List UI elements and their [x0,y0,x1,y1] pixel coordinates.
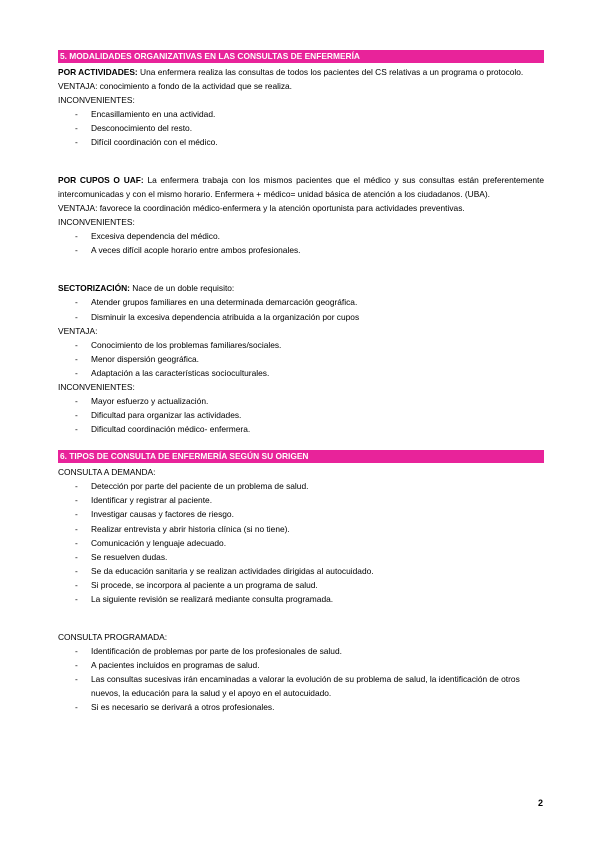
list-item: - Encasillamiento en una actividad. [58,107,544,121]
cupos-text: La enfermera trabaja con los mismos pacientes que el médico y sus consultas están preferentemente intercomunicadas y con el mismo horario. Enfermera + médico= unidad básica de atención a los ciudadanos. (UBA). [58,175,544,200]
list-item: - Dificultad para organizar las actividades. [58,408,544,422]
spacer [58,606,544,620]
list-item: - Las consultas sucesivas irán encaminadas a valorar la evolución de su problema de salud, la identificación de otros nuevos, la educación para la salud y el apoyo en el autocuidado. [58,672,544,700]
spacer [58,271,544,281]
spacer [58,620,544,630]
list-item: - Dificultad coordinación médico- enfermera. [58,422,544,436]
list-item: - Identificación de problemas por parte de los profesionales de salud. [58,644,544,658]
actividades-inconvenientes-list [58,107,544,149]
sectorizacion-ventajas-list [58,338,544,380]
sectorizacion-ventaja-label: VENTAJA: [58,325,98,336]
list-item: - Menor dispersión geográfica. [58,352,544,366]
cupos-inconvenientes-list [58,229,544,257]
list-item: - Realizar entrevista y abrir historia clínica (si no tiene). [58,522,544,536]
actividades-inconvenientes-label: INCONVENIENTES: [58,95,135,105]
spacer [58,257,544,271]
demanda-list [58,479,544,606]
programada-label: CONSULTA PROGRAMADA: [58,632,168,643]
list-item: - La siguiente revisión se realizará mediante consulta programada. [58,592,544,606]
section-5-heading: 5. MODALIDADES ORGANIZATIVAS EN LAS CONSULTAS DE ENFERMERÍA [58,50,544,63]
list-item: - Adaptación a las características socioculturales. [58,366,544,380]
list-item: - Si procede, se incorpora al paciente a un programa de salud. [58,578,544,592]
section-6-heading: 6. TIPOS DE CONSULTA DE ENFERMERÍA SEGÚN SU ORIGEN [58,450,544,463]
sectorizacion-text: Nace de un doble requisito: [129,283,235,294]
cupos-ventaja: VENTAJA: favorece la coordinación médico-enfermera y la atención oportunista para actividades preventivas. [58,203,465,214]
sectorizacion-inconvenientes-list [58,394,544,436]
spacer [58,163,544,173]
actividades-ventaja: VENTAJA: conocimiento a fondo de la actividad que se realiza. [58,81,293,91]
list-item: - Se da educación sanitaria y se realizan actividades dirigidas al autocuidado. [58,564,544,578]
document-page [58,50,544,715]
list-item: - Conocimiento de los problemas familiares/sociales. [58,338,544,352]
list-item: - A veces difícil acople horario entre ambos profesionales. [58,243,544,257]
list-item: - Atender grupos familiares en una determinada demarcación geográfica. [58,295,544,309]
sectorizacion-paragraph [58,281,544,295]
cupos-paragraph [58,173,544,201]
actividades-paragraph [58,65,544,79]
actividades-text: Una enfermera realiza las consultas de todos los pacientes del CS relativas a un programa o protocolo. [137,67,524,77]
list-item: - Difícil coordinación con el médico. [58,135,544,149]
list-item: - Investigar causas y factores de riesgo. [58,507,544,521]
actividades-label: POR ACTIVIDADES: [58,67,138,77]
list-item: - Si es necesario se derivará a otros profesionales. [58,700,544,714]
programada-list [58,644,544,714]
list-item: - Detección por parte del paciente de un problema de salud. [58,479,544,493]
list-item: - Comunicación y lenguaje adecuado. [58,536,544,550]
list-item: - Excesiva dependencia del médico. [58,229,544,243]
sectorizacion-inconvenientes-label: INCONVENIENTES: [58,381,135,392]
list-item: - Desconocimiento del resto. [58,121,544,135]
list-item: - Se resuelven dudas. [58,550,544,564]
spacer [58,149,544,163]
sectorizacion-label: SECTORIZACIÓN: [58,283,130,294]
list-item: - Identificar y registrar al paciente. [58,493,544,507]
list-item: - Mayor esfuerzo y actualización. [58,394,544,408]
sectorizacion-requisitos-list [58,295,544,323]
cupos-label: POR CUPOS O UAF: [58,175,144,186]
page-number: 2 [537,798,543,808]
cupos-inconvenientes-label: INCONVENIENTES: [58,217,135,228]
list-item: - Disminuir la excesiva dependencia atribuida a la organización por cupos [58,310,544,324]
list-item: - A pacientes incluidos en programas de salud. [58,658,544,672]
spacer [58,436,544,450]
demanda-label: CONSULTA A DEMANDA: [58,467,156,478]
